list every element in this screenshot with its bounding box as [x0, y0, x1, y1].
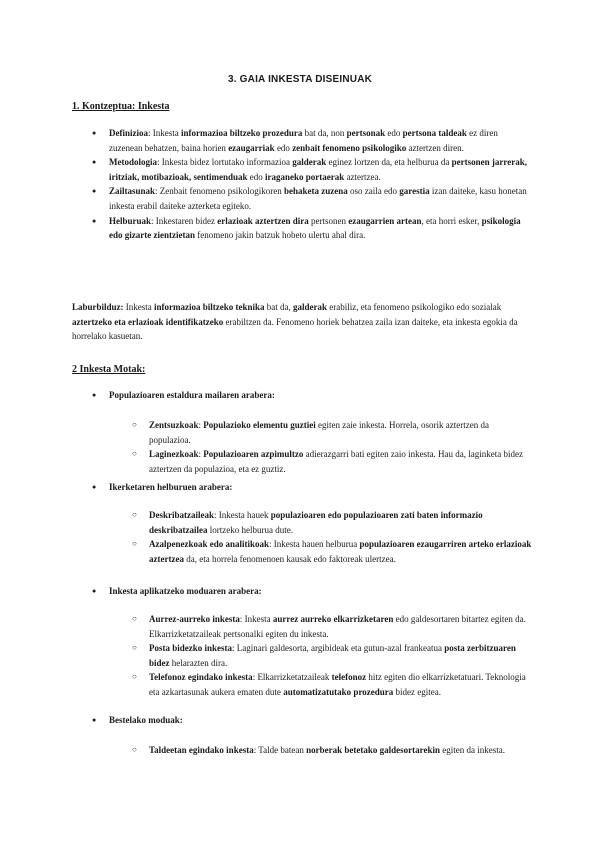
coverage-label: Populazioaren estaldura mailaren arabera:	[109, 390, 275, 400]
definition-item: ● Definizioa: Inkesta informazioa biltzeko prozedura bat da, non pertsonak edo pertsona taldeak ez diren zuzenean behatzen, baina horien ezaugarriak edo zenbait fenomeno psikologiko aztertzen diren.	[92, 126, 532, 155]
other-label: Bestelako moduak:	[109, 715, 183, 725]
postal-item: ○ Posta bidezko inkesta: Laginari galdesorta, argibideak eta gutun-azal frankeatua posta zerbitzuaren bidez helarazten dira.	[132, 641, 532, 670]
group-item: ○ Taldeetan egindako inkesta: Talde batean norberak betetako galdesortarekin egiten da inkesta.	[132, 743, 532, 758]
census-item: ○ Zentsuzkoak: Populazioko elementu guztiei egiten zaie inkesta. Horrela, osorik aztertzen da populazioa.	[132, 418, 532, 447]
difficulties-item: ● Zailtasunak: Zenbait fenomeno psikologikoren behaketa zuzena oso zaila edo garestia izan daiteke, kasu honetan inkesta erabil daiteke azterketa egiteko.	[92, 184, 532, 213]
analytic-item: ○ Azalpenezkoak edo analitikoak: Inkesta hauen helburua populazioaren ezaugarriren arteko erlazioak aztertzea da, eta horrela fenomenoen kausak edo faktoreak ulertzea.	[132, 537, 532, 566]
section-1-heading: 1. Kontzeptua: Inkesta	[72, 101, 170, 112]
coverage-group	[92, 388, 532, 403]
face-to-face-item: ○ Aurrez-aurreko inkesta: Inkesta aurrez aurreko elkarrizketaren edo galdesortaren bitartez egiten da. Elkarrizketatzaileak pertsonalki egiten du inkesta.	[132, 612, 532, 641]
goals-item: ● Helburuak: Inkestaren bidez erlazioak aztertzen dira pertsonen ezaugarrien artean, eta horri esker, psikologia edo gizarte zientzietan fenomeno jakin batzuk hobeto ulertu ahal dira.	[92, 214, 532, 243]
purpose-group	[92, 480, 532, 495]
telephone-item: ○ Telefonoz egindako inkesta: Elkarrizketatzaileak telefonoz hitz egiten dio elkarrizketatuari. Teknologia eta azkartasunak aukera ematen dute automatizatutako prozedura bidez egitea.	[132, 670, 532, 699]
summary-paragraph: Laburbilduz: Inkesta informazioa biltzeko teknika bat da, galderak erabiliz, eta fenomeno psikologiko edo sozialak aztertzeko eta erlazioak identifikatzeko erabiltzen da. Fenomeno horiek behatzea zaila izan daiteke, eta inkesta egokia da horrelako kasuetan.	[72, 302, 518, 342]
application-group	[92, 584, 532, 599]
purpose-list	[132, 508, 532, 566]
other-group	[92, 713, 532, 728]
coverage-list	[132, 418, 532, 476]
application-label: Inkesta aplikatzeko moduaren arabera:	[109, 586, 262, 596]
sample-item: ○ Laginezkoak: Populazioaren azpimultzo adierazgarri bati egiten zaio inkesta. Hau da, laginketa bidez aztertzen da populazioa, eta ez guztiz.	[132, 447, 532, 476]
methodology-item: ● Metodologia: Inkesta bidez lortutako informazioa galderak eginez lortzen da, eta helburua da pertsonen jarrerak, iritziak, motibazioak, sentimenduak edo iraganeko portaerak aztertzea.	[92, 155, 532, 184]
document-title: 3. GAIA INKESTA DISEINUAK	[227, 74, 373, 85]
purpose-label: Ikerketaren helburuen arabera:	[109, 482, 233, 492]
application-list	[132, 612, 532, 700]
section-2-heading: 2 Inkesta Motak:	[72, 364, 146, 375]
other-list	[132, 743, 532, 758]
concept-list	[92, 126, 532, 243]
descriptive-item: ○ Deskribatzaileak: Inkesta hauek populazioaren edo populazioaren zati baten informazio deskribatzailea lortzeko helburua dute.	[132, 508, 532, 537]
